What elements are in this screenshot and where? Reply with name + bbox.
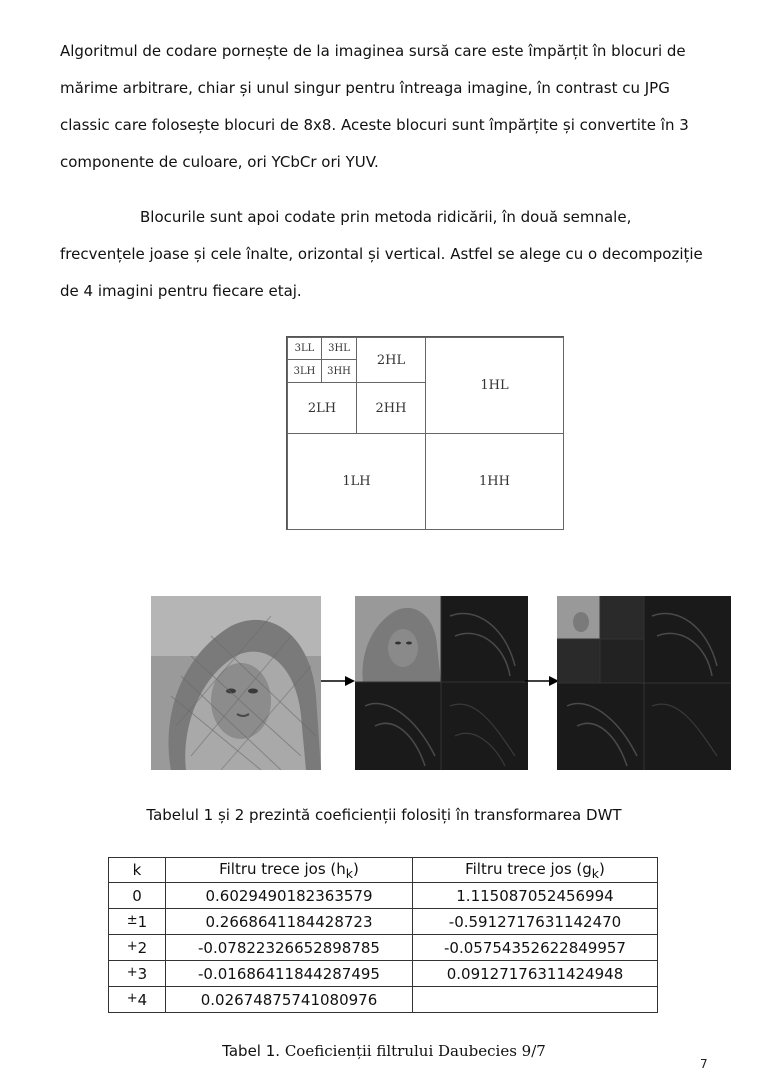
table-row [109, 987, 658, 1013]
k-sign: + [126, 938, 138, 954]
paragraph-encoding-intro: Algoritmul de codare pornește de la imaginea sursă care este împărțit în blocuri de mărime arbitrare, chiar și unul singur pentru întreaga imagine, în contrast cu JPG classic care folosește blocuri de 8x8. Aceste blocuri sunt împărțite și convertite în 3 componente de culoare, ori YCbCr ori YUV. [60, 42, 689, 171]
arrow-right-icon-2 [525, 675, 559, 687]
k-value: 4 [137, 990, 148, 1009]
k-sign: ± [126, 912, 138, 928]
g-cell: 0.09127176311424948 [413, 961, 658, 987]
k-cell [109, 961, 166, 987]
cell-1hh: 1HH [425, 433, 564, 530]
g-cell: -0.5912717631142470 [413, 909, 658, 935]
header-g-label: Filtru trece jos (g [465, 859, 592, 878]
header-g-sub: k [591, 865, 600, 881]
page-number: 7 [700, 1057, 708, 1071]
cell-2lh: 2LH [287, 382, 357, 434]
cell-2hl: 2HL [356, 337, 426, 383]
table-caption-prefix: Tabel 1. [222, 1042, 285, 1060]
table-header-row [109, 858, 658, 883]
header-h-label: Filtru trece jos (h [219, 859, 346, 878]
k-cell [109, 987, 166, 1013]
cell-3lh: 3LH [287, 359, 322, 383]
cell-3hl: 3HL [321, 337, 357, 360]
header-k: k [109, 858, 166, 883]
header-h [166, 858, 413, 883]
k-cell [109, 909, 166, 935]
level2-decomposition-image [557, 596, 731, 770]
g-cell [413, 987, 658, 1013]
g-cell: -0.05754352622849957 [413, 935, 658, 961]
cell-1hl: 1HL [425, 337, 564, 434]
portrait-drawing [151, 596, 321, 770]
k-value: 3 [137, 964, 148, 983]
cell-1lh: 1LH [287, 433, 426, 530]
level2-drawing [557, 596, 731, 770]
level1-drawing [355, 596, 528, 770]
cell-3hh: 3HH [321, 359, 357, 383]
table-caption-title: Coeficienții filtrului Daubecies 9/7 [284, 1042, 546, 1060]
g-cell: 1.115087052456994 [413, 883, 658, 909]
k-value: 0 [132, 886, 142, 905]
table-row [109, 935, 658, 961]
k-cell [109, 883, 166, 909]
original-portrait-image [151, 596, 321, 770]
arrow-right-icon [321, 675, 355, 687]
k-sign: + [126, 964, 138, 980]
table-row [109, 909, 658, 935]
k-cell [109, 935, 166, 961]
header-g-close: ) [599, 859, 605, 878]
level1-decomposition-image [355, 596, 528, 770]
k-sign: + [126, 990, 138, 1006]
daubechies-coefficients-table [108, 857, 658, 1013]
dwt-coefficients-caption: Tabelul 1 și 2 prezintă coeficienții folosiți în transformarea DWT [146, 806, 622, 824]
header-g [413, 858, 658, 883]
k-value: 2 [137, 938, 148, 957]
k-value: 1 [137, 912, 148, 931]
table-row [109, 961, 658, 987]
wavelet-decomposition-diagram [286, 336, 564, 530]
cell-2hh: 2HH [356, 382, 426, 434]
header-h-close: ) [353, 859, 359, 878]
h-cell: -0.01686411844287495 [166, 961, 413, 987]
h-cell: -0.07822326652898785 [166, 935, 413, 961]
paragraph-lifting-method [60, 199, 720, 310]
h-cell: 0.6029490182363579 [166, 883, 413, 909]
header-h-sub: k [345, 865, 354, 881]
table-row [109, 883, 658, 909]
h-cell: 0.02674875741080976 [166, 987, 413, 1013]
table-caption [0, 1042, 768, 1060]
h-cell: 0.2668641184428723 [166, 909, 413, 935]
cell-3ll: 3LL [287, 337, 322, 360]
paragraph-lifting-text: Blocurile sunt apoi codate prin metoda ridicării, în două semnale, frecvențele joase și cele înalte, orizontal și vertical. Astfel se alege cu o decompoziție de 4 imagini pentru fiecare etaj. [60, 208, 703, 300]
